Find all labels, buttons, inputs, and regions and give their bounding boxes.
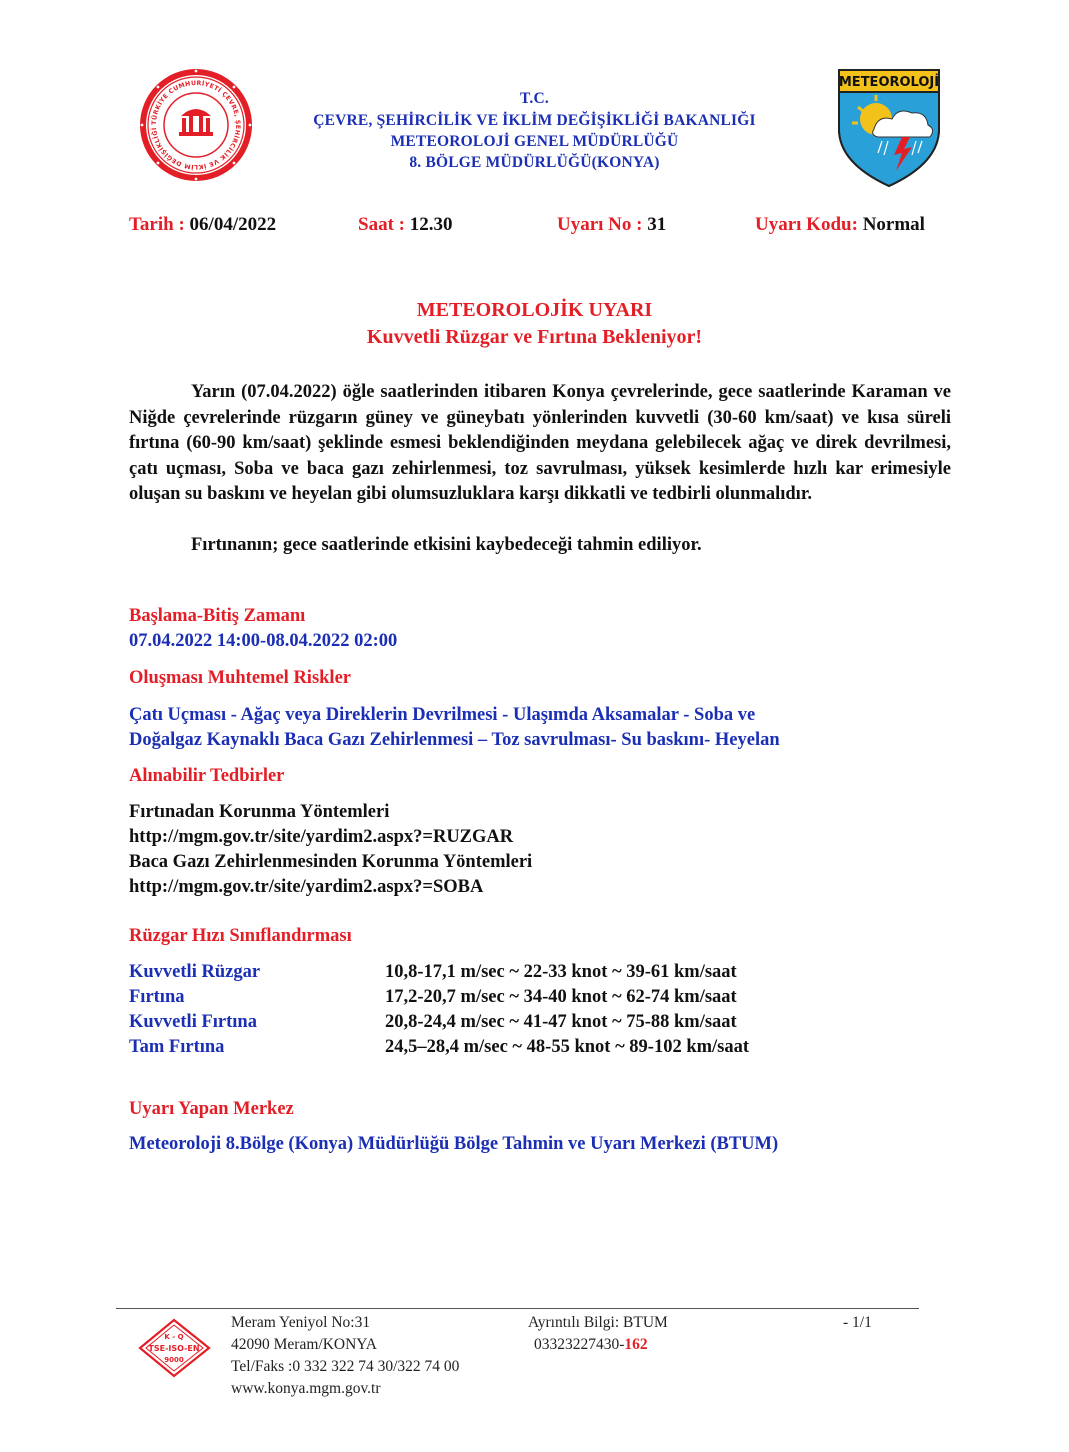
risks-line-2: Doğalgaz Kaynaklı Baca Gazı Zehirlenmesi – Toz savrulması- Su baskını- Heyelan bbox=[129, 730, 780, 750]
meta-date bbox=[129, 214, 276, 236]
warning-code-value: Normal bbox=[862, 214, 925, 235]
footer-divider bbox=[116, 1308, 919, 1309]
header-tc: T.C. bbox=[520, 90, 549, 107]
time-label: Saat : bbox=[358, 214, 405, 235]
wind-row-value: 24,5–28,4 m/sec ~ 48-55 knot ~ 89-102 km/saat bbox=[385, 1037, 750, 1057]
time-value: 12.30 bbox=[409, 214, 453, 235]
wind-row-name: Tam Fırtına bbox=[129, 1037, 225, 1057]
header-region: 8. BÖLGE MÜDÜRLÜĞÜ(KONYA) bbox=[409, 154, 660, 171]
footer-page-number: - 1/1 bbox=[843, 1314, 872, 1331]
meta-time bbox=[358, 214, 452, 236]
svg-text:TSE-ISO-EN: TSE-ISO-EN bbox=[148, 1344, 200, 1353]
wind-row-value: 10,8-17,1 m/sec ~ 22-33 knot ~ 39-61 km/saat bbox=[385, 962, 737, 982]
date-label: Tarih : bbox=[129, 214, 185, 235]
meta-warning-code bbox=[755, 214, 925, 236]
footer-address-line: Meram Yeniyol No:31 bbox=[231, 1314, 371, 1331]
tse-badge bbox=[137, 1318, 212, 1378]
measures-line-1: Fırtınadan Korunma Yöntemleri bbox=[129, 802, 390, 822]
risks-line-1: Çatı Uçması - Ağaç veya Direklerin Devrilmesi - Ulaşımda Aksamalar - Soba ve bbox=[129, 705, 756, 725]
footer-address bbox=[231, 1312, 459, 1400]
svg-text:TÜRKİYE CUMHURİYETİ ÇEVRE, ŞEH: TÜRKİYE CUMHURİYETİ ÇEVRE, ŞEHİRCİLİK VE İKLİM DEĞİŞİKLİĞİ bbox=[150, 79, 242, 171]
footer-info bbox=[528, 1312, 668, 1356]
measures-line-3: Baca Gazı Zehirlenmesinden Korunma Yöntemleri bbox=[129, 852, 533, 872]
timing-label: Başlama-Bitiş Zamanı bbox=[129, 606, 306, 626]
warning-no-value: 31 bbox=[647, 214, 667, 235]
wind-row-name: Fırtına bbox=[129, 987, 185, 1007]
measures-link-2[interactable]: http://mgm.gov.tr/site/yardim2.aspx?=SOBA bbox=[129, 877, 484, 897]
header-ministry: ÇEVRE, ŞEHİRCİLİK VE İKLİM DEĞİŞİKLİĞİ BAKANLIĞI bbox=[313, 112, 756, 129]
measures-link-1[interactable]: http://mgm.gov.tr/site/yardim2.aspx?=RUZGAR bbox=[129, 827, 514, 847]
wind-row-name: Kuvvetli Rüzgar bbox=[129, 962, 261, 982]
footer-info-ext: 162 bbox=[624, 1336, 648, 1353]
warning-title: METEOROLOJİK UYARI bbox=[416, 299, 653, 321]
footer-address-line: 42090 Meram/KONYA bbox=[231, 1336, 377, 1353]
center-value: Meteoroloji 8.Bölge (Konya) Müdürlüğü Bölge Tahmin ve Uyarı Merkezi (BTUM) bbox=[129, 1134, 779, 1154]
header-directorate: METEOROLOJİ GENEL MÜDÜRLÜĞÜ bbox=[390, 133, 679, 150]
timing-value: 07.04.2022 14:00-08.04.2022 02:00 bbox=[129, 631, 398, 651]
svg-text:METEOROLOJİ: METEOROLOJİ bbox=[838, 75, 940, 90]
warning-no-label: Uyarı No : bbox=[557, 214, 643, 235]
body-paragraph-1: Yarın (07.04.2022) öğle saatlerinden itibaren Konya çevrelerinde, gece saatlerinde Karaman ve Niğde çevrelerinde rüzgarın güney ve güneybatı yönlerinden kuvvetli (30-60 km/saat) ve kısa süreli fırtına (60-90 km/saat) şeklinde esmesi beklendiğinden meydana gelebilecek ağaç ve direk devrilmesi, çatı uçması, Soba ve baca gazı zehirlenmesi, toz savrulması, yüksek kesimlerde hızlı kar erimesiyle oluşan su baskını ve heyelan gibi olumsuzluklara karşı dikkatli ve tedbirli olunmalıdır. bbox=[129, 382, 951, 505]
risks-label: Oluşması Muhtemel Riskler bbox=[129, 668, 351, 688]
svg-text:9000: 9000 bbox=[164, 1356, 184, 1364]
footer-address-line: Tel/Faks :0 332 322 74 30/322 74 00 bbox=[231, 1358, 460, 1375]
svg-text:K - Q: K - Q bbox=[164, 1333, 184, 1341]
warning-subtitle: Kuvvetli Rüzgar ve Fırtına Bekleniyor! bbox=[366, 326, 703, 348]
date-value: 06/04/2022 bbox=[189, 214, 277, 235]
meta-warning-no bbox=[557, 214, 666, 236]
wind-label: Rüzgar Hızı Sınıflandırması bbox=[129, 926, 352, 946]
wind-row-value: 20,8-24,4 m/sec ~ 41-47 knot ~ 75-88 km/saat bbox=[385, 1012, 737, 1032]
center-label: Uyarı Yapan Merkez bbox=[129, 1099, 294, 1119]
measures-label: Alınabilir Tedbirler bbox=[129, 766, 285, 786]
footer-info-label: Ayrıntılı Bilgi: BTUM bbox=[528, 1314, 668, 1331]
warning-code-label: Uyarı Kodu: bbox=[755, 214, 858, 235]
footer-website[interactable]: www.konya.mgm.gov.tr bbox=[231, 1380, 381, 1397]
body-paragraph-2: Fırtınanın; gece saatlerinde etkisini kaybedeceği tahmin ediliyor. bbox=[191, 535, 702, 555]
wind-row-value: 17,2-20,7 m/sec ~ 34-40 knot ~ 62-74 km/saat bbox=[385, 987, 737, 1007]
wind-row-name: Kuvvetli Fırtına bbox=[129, 1012, 257, 1032]
footer-info-phone: 03323227430- bbox=[534, 1336, 625, 1353]
